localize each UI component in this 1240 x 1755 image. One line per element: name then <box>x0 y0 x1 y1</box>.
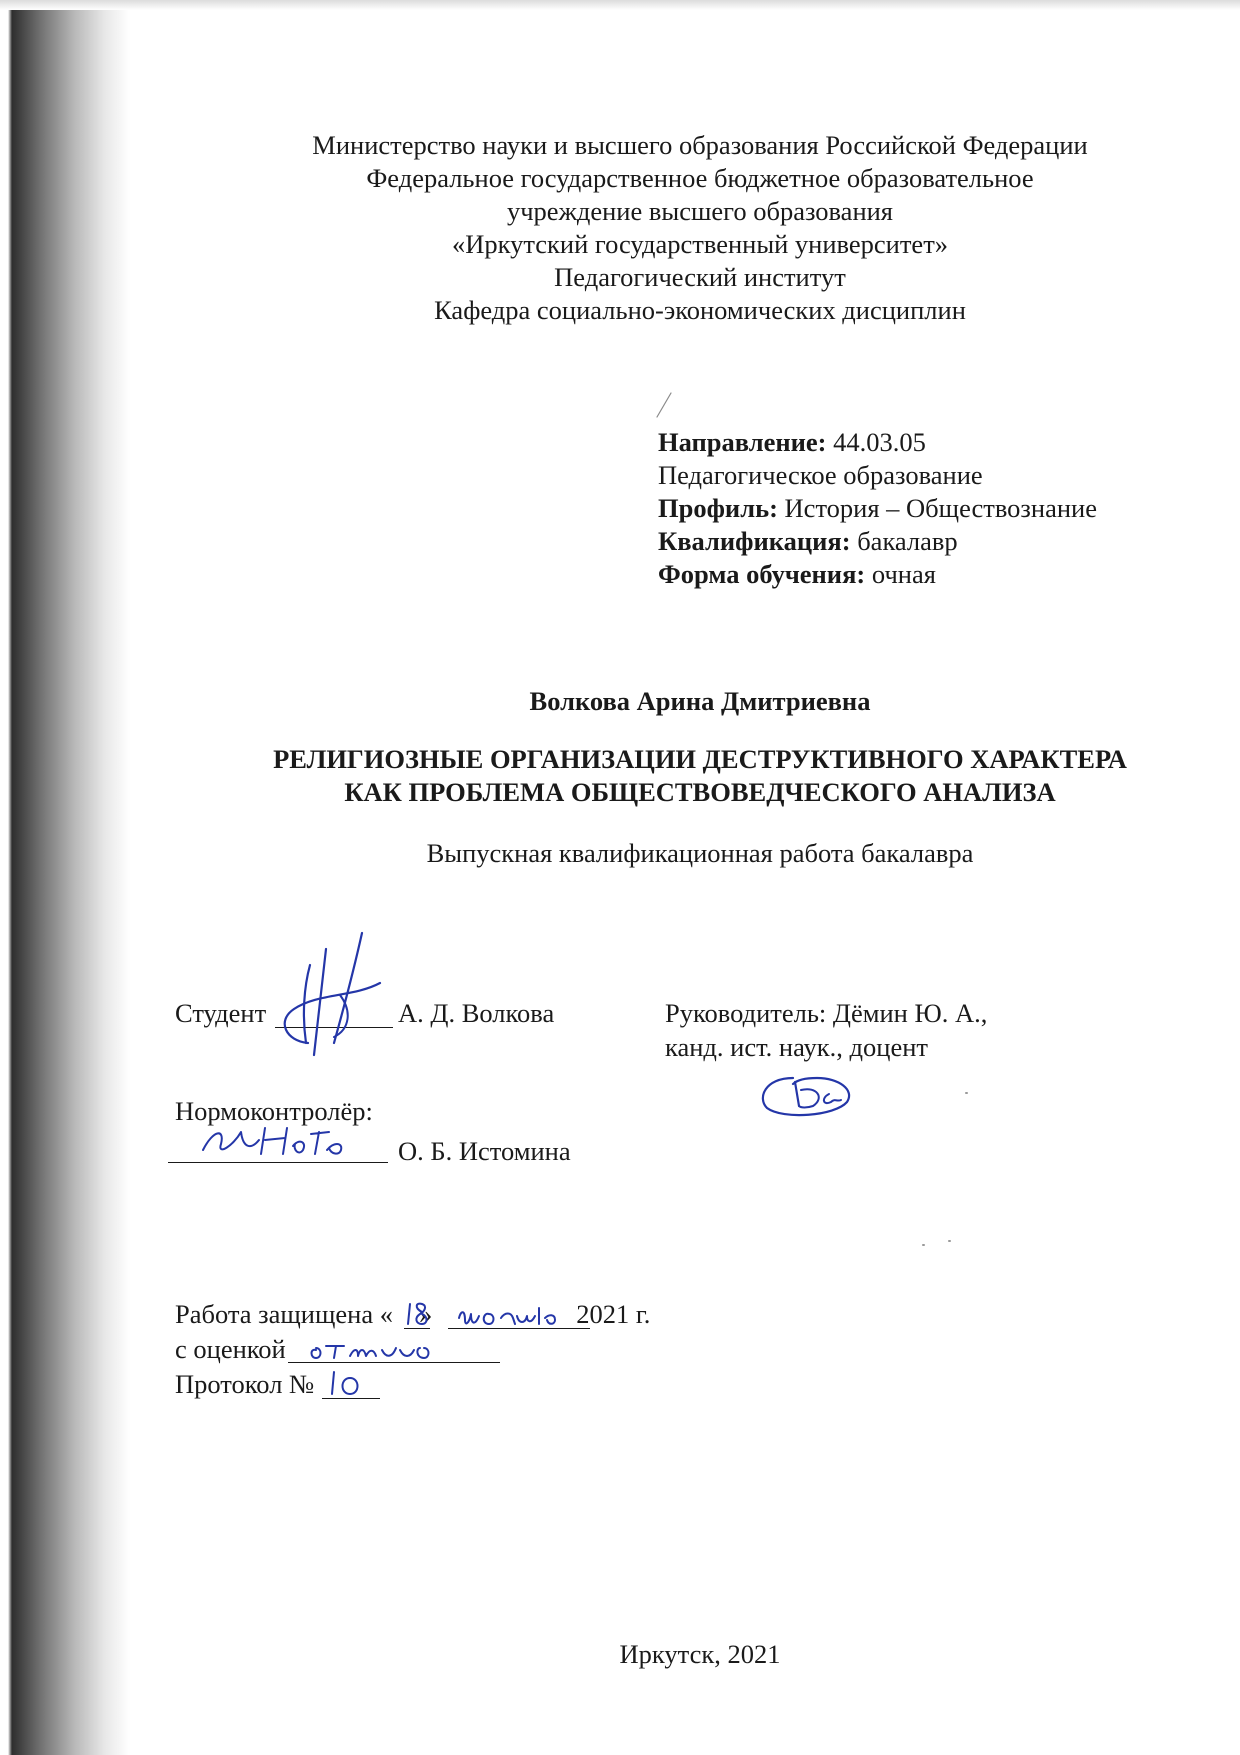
ministry-line: Министерство науки и высшего образования Российской Федерации <box>312 130 1088 160</box>
university-name-line: «Иркутский государственный университет» <box>451 229 949 259</box>
direction-line <box>658 425 926 459</box>
quote-close: » <box>418 1299 433 1329</box>
defended-prefix: Работа защищена « <box>175 1299 393 1329</box>
protocol-underline <box>322 1398 380 1399</box>
direction-name: Педагогическое образование <box>658 460 983 490</box>
direction-label: Направление: <box>658 427 827 457</box>
scan-speck <box>948 1240 951 1242</box>
qualification-label: Квалификация: <box>658 526 851 556</box>
normcontrol-label: Нормоконтролёр: <box>175 1096 373 1126</box>
scan-top-edge <box>0 0 1240 10</box>
study-form-label: Форма обучения: <box>658 559 866 589</box>
institution-level-line: учреждение высшего образования <box>506 196 893 226</box>
pencil-mark <box>655 390 675 420</box>
grade-label: с оценкой <box>175 1334 286 1364</box>
thesis-title-line-1: РЕЛИГИОЗНЫЕ ОРГАНИЗАЦИИ ДЕСТРУКТИВНОГО ХАРАКТЕРА <box>273 744 1127 774</box>
supervisor-line-1: Руководитель: Дёмин Ю. А., <box>665 998 988 1028</box>
study-form-line <box>658 557 936 591</box>
study-form-value: очная <box>865 559 936 589</box>
supervisor-signature <box>755 1068 860 1128</box>
student-label: Студент <box>175 998 267 1028</box>
normcontrol-name: О. Б. Истомина <box>398 1136 571 1166</box>
profile-label: Профиль: <box>658 493 778 523</box>
protocol-label: Протокол № <box>175 1369 315 1399</box>
profile-line <box>658 491 1097 525</box>
scan-shadow-edge <box>0 0 130 1755</box>
profile-value: История – Обществознание <box>777 493 1097 523</box>
supervisor-line-2: канд. ист. наук., доцент <box>665 1032 928 1062</box>
direction-value: 44.03.05 <box>826 427 926 457</box>
grade-handwritten <box>308 1334 458 1364</box>
protocol-handwritten <box>326 1366 370 1398</box>
student-name: А. Д. Волкова <box>398 998 555 1028</box>
normcontrol-signature <box>195 1120 375 1165</box>
month-handwritten <box>455 1300 575 1330</box>
qualification-line <box>658 524 958 558</box>
work-type: Выпускная квалификационная работа бакалавра <box>426 838 974 868</box>
institute-line: Педагогический институт <box>554 262 846 292</box>
author-name: Волкова Арина Дмитриевна <box>529 686 871 716</box>
qualification-value: бакалавр <box>850 526 958 556</box>
day-handwritten <box>404 1296 434 1330</box>
defense-year: 2021 г. <box>576 1299 651 1329</box>
department-line: Кафедра социально-экономических дисциплин <box>434 295 966 325</box>
scan-speck <box>922 1244 925 1246</box>
thesis-title-line-2: КАК ПРОБЛЕМА ОБЩЕСТВОВЕДЧЕСКОГО АНАЛИЗА <box>344 777 1056 807</box>
city-year: Иркутск, 2021 <box>619 1639 781 1669</box>
institution-type-line: Федеральное государственное бюджетное образовательное <box>366 163 1034 193</box>
scan-speck <box>965 1092 968 1094</box>
student-signature <box>268 925 388 1060</box>
